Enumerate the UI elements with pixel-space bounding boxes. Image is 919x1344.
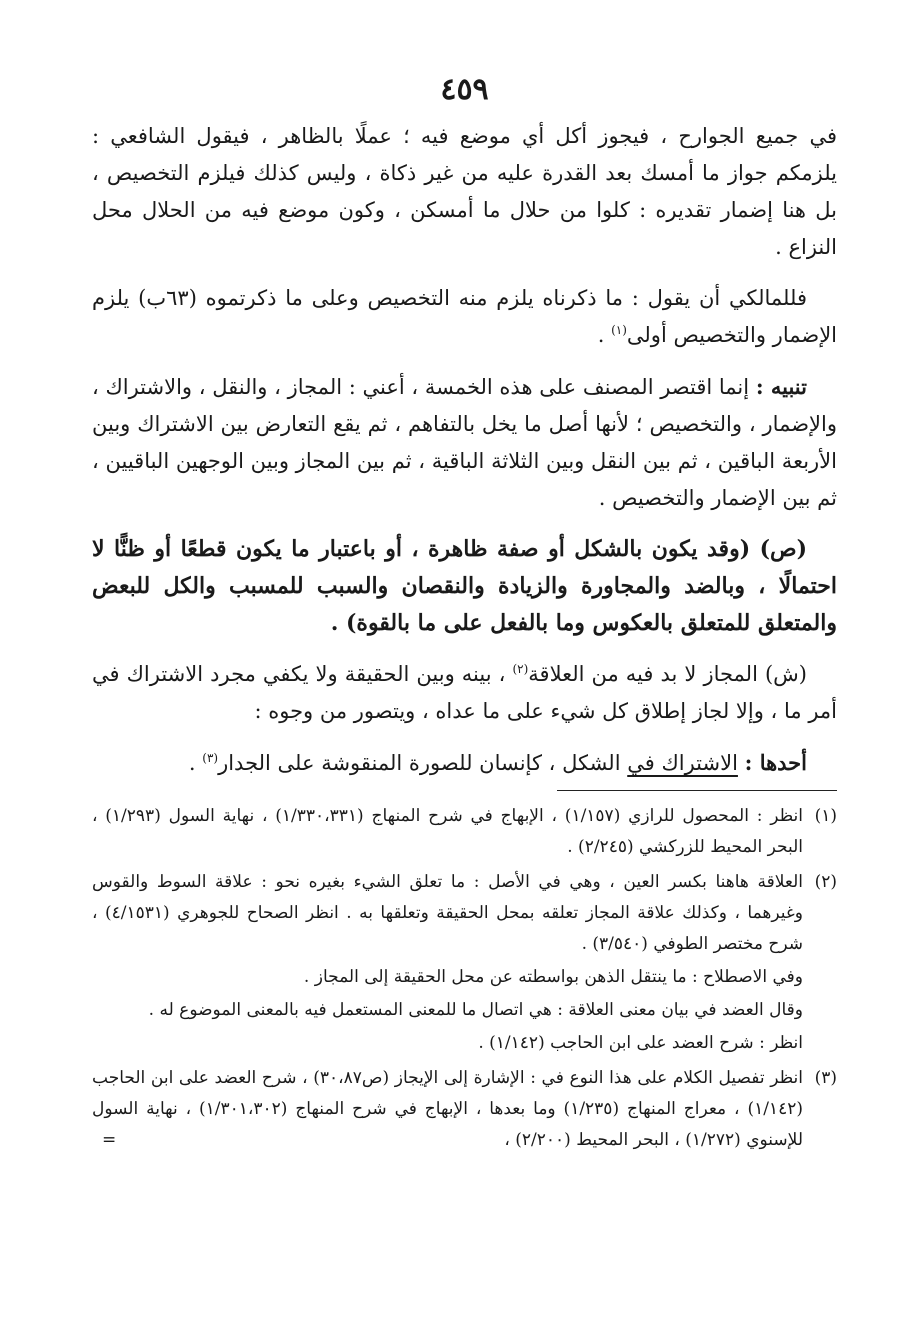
footnote-line: انظر : شرح العضد على ابن الحاجب (١/١٤٢) .	[478, 1033, 803, 1053]
footnote-body	[92, 801, 803, 863]
tanbih-label: تنبيه :	[755, 374, 807, 399]
footnote-line: انظر : المحصول للرازي (١/١٥٧) ، الإبهاج في شرح المنهاج (١/٣٣٠،٣٣١) ، نهاية السول (١/٢٩٣) ، البحر المحيط للزركشي (٢/٢٤٥) .	[92, 806, 804, 857]
first-text: الشكل ، كإنسان للصورة المنقوشة على الجدار	[218, 751, 621, 775]
page-number: ٤٥٩	[440, 72, 489, 107]
footnote-ref-1[interactable]: (١)	[611, 323, 627, 337]
tanbih-text: إنما اقتصر المصنف على هذه الخمسة ، أعني : المجاز ، والنقل ، والاشتراك ، والإضمار ، والتخصيص ؛ لأنها أصل ما يخل بالتفاهم ، ثم يقع التعارض بين الاشتراك وبين الأربعة الباقين ، ثم بين النقل وبين الثلاثة الباقية ، ثم بين المجاز وبين الوجهين الباقيين ، ثم بين الإضمار والتخصيص .	[92, 375, 837, 510]
continuation-mark: =	[102, 1130, 117, 1150]
footnote-body	[92, 867, 803, 1059]
paragraph-maliki-text: فللمالكي أن يقول : ما ذكرناه يلزم منه التخصيص وعلى ما ذكرتموه (٦٣ب) يلزم الإضمار والتخصيص أولى	[92, 286, 837, 347]
footnote-line: وقال العضد في بيان معنى العلاقة : هي اتصال ما للمعنى المستعمل فيه بالمعنى الموضوع له .	[148, 1000, 803, 1020]
book-page	[92, 70, 837, 1320]
footnote-number: (١)	[814, 806, 837, 826]
paragraph-maliki	[92, 280, 837, 354]
footnotes	[92, 801, 837, 1156]
footnote-number: (٣)	[814, 1068, 837, 1088]
paragraph-sharh	[92, 656, 837, 730]
footnote-ref-3[interactable]: (٣)	[202, 751, 219, 765]
sharh-start: (ش) المجاز لا بد فيه من العلاقة	[528, 662, 807, 686]
paragraph-jawarih: في جميع الجوارح ، فيجوز أكل أي موضع فيه ؛ عملًا بالظاهر ، فيقول الشافعي : يلزمكم جواز ما أمسك بعد القدرة عليه من غير ذكاة ، وليس كذلك فيلزم التخصيص ، بل هنا إضمار تقديره : كلوا من حلال ما أمسكن ، وكون موضع فيه من الحلال محل النزاع .	[92, 124, 837, 259]
sharh-rest: ، بينه وبين الحقيقة ولا يكفي مجرد الاشتراك في أمر ما ، وإلا لجاز إطلاق كل شيء على ما عداه ، ويتصور من وجوه :	[92, 662, 837, 723]
footnote-1	[92, 801, 837, 863]
paragraph-first-aspect	[92, 744, 837, 782]
first-underlined: الاشتراك في	[627, 751, 738, 775]
footnote-body	[92, 1063, 803, 1156]
footnote-line-text: انظر تفصيل الكلام على هذا النوع في : الإشارة إلى الإيجاز (ص٣٠،٨٧) ، شرح العضد على ابن الحاجب (١/١٤٢) ، معراج المنهاج (١/٢٣٥) وما بعدها ، الإبهاج في شرح المنهاج (١/٣٠١،٣٠٢) ، نهاية السول للإسنوي (١/٢٧٢) ، البحر المحيط (٢/٢٠٠) ،	[92, 1068, 803, 1150]
footnote-ref-2[interactable]: (٢)	[512, 662, 529, 676]
footnote-2	[92, 867, 837, 1059]
footnote-divider	[557, 790, 837, 791]
footnote-line: وفي الاصطلاح : ما ينتقل الذهن بواسطته عن محل الحقيقة إلى المجاز .	[303, 967, 803, 987]
paragraph-matn: (ص) (وقد يكون بالشكل أو صفة ظاهرة ، أو باعتبار ما يكون قطعًا أو ظنًّا لا احتمالًا ، وبالضد والمجاورة والزيادة والنقصان والسبب للمسبب والكل للبعض والمتعلق للمتعلق بالعكوس وما بالفعل على ما بالقوة) .	[92, 536, 837, 636]
footnote-line	[92, 1063, 803, 1156]
footnote-line: العلاقة هاهنا بكسر العين ، وهي في الأصل : ما تعلق الشيء بغيره نحو : علاقة السوط والقوس وغيرهما ، وكذلك علاقة المجاز تعلقه بمحل الحقيقة وتعلقها به . انظر الصحاح للجوهري (٤/١٥٣١) ، شرح مختصر الطوفي (٣/٥٤٠) .	[92, 872, 803, 954]
footnote-number: (٢)	[814, 872, 837, 892]
period: .	[597, 323, 605, 347]
footnote-3	[92, 1063, 837, 1156]
period: .	[188, 751, 196, 775]
paragraph-tanbih	[92, 368, 837, 517]
first-label: أحدها :	[744, 750, 807, 775]
